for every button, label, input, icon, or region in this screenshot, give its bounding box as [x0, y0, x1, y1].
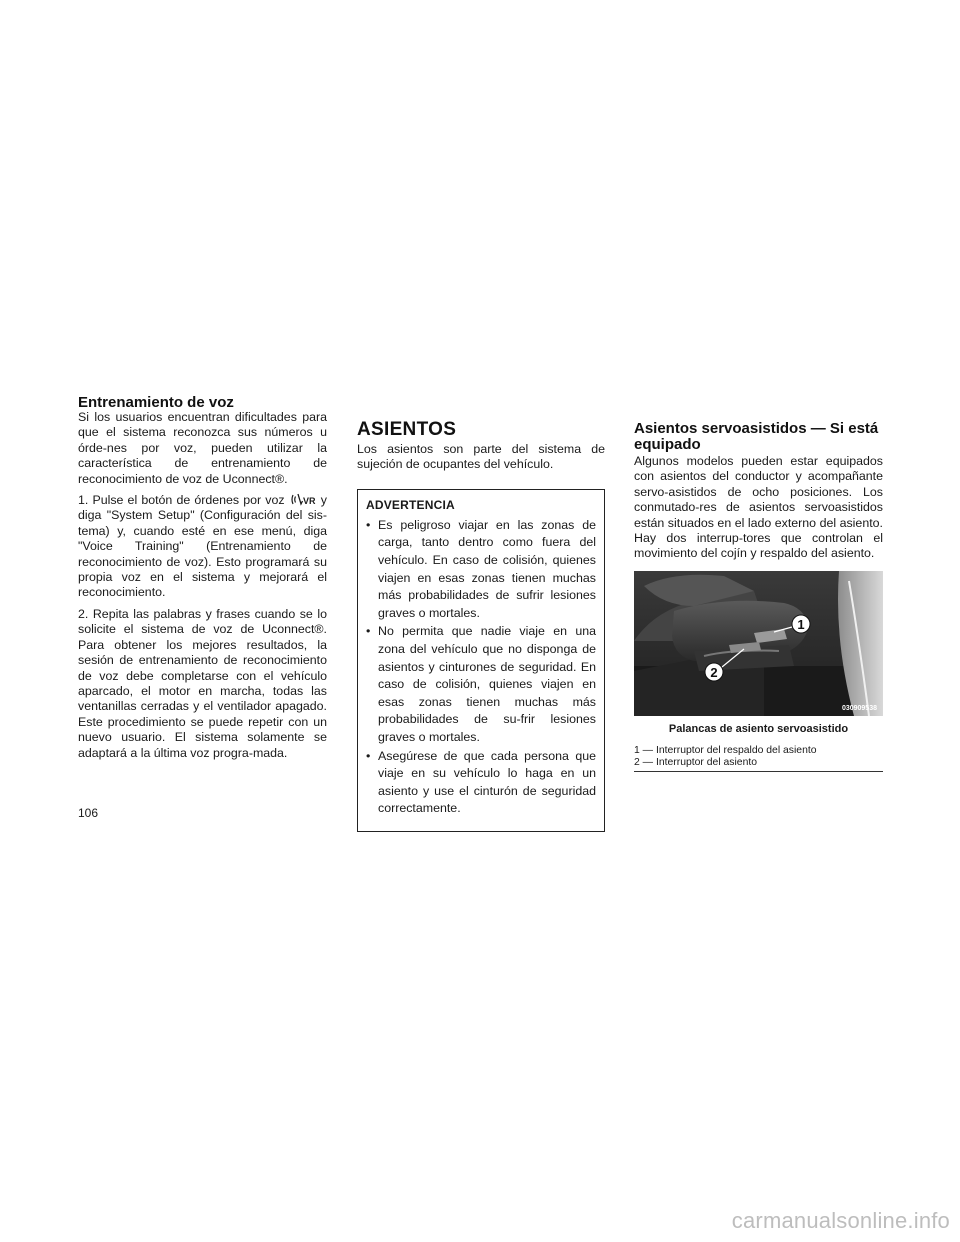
warning-box — [357, 489, 605, 832]
warning-item-text: Es peligroso viajar en las zonas de carga, tanto dentro como fuera del vehículo. En caso de colisión, quienes viajen en esas zonas tienen muchas más probabilidades de sufrir lesiones graves o mortales. — [378, 517, 596, 620]
paragraph-power-seats: Algunos modelos pueden estar equipados con asientos del conductor y acompañante servo-asistidos de ocho posiciones. Los conmutado-res de asientos servoasistidos están situados en el lado externo del asiento. Hay dos interrup-tores que controlan el movimiento del cojín y respaldo del asiento. — [634, 454, 883, 561]
figure-code: 030909538 — [841, 704, 877, 712]
callout-1: 1 — [797, 616, 805, 632]
watermark: carmanualsonline.info — [731, 1208, 950, 1233]
warning-item — [366, 623, 596, 746]
warning-item-text: Asegúrese de que cada persona que viaje en su vehículo lo haga en un asiento y use el cinturón de seguridad correctamente. — [378, 748, 596, 816]
column-seats — [357, 395, 605, 832]
legend-item-1: 1 — Interruptor del respaldo del asiento — [634, 744, 817, 756]
vr-icon-label: VR — [302, 496, 316, 507]
power-seat-illustration — [634, 571, 883, 716]
bullet: • — [366, 517, 371, 532]
step1-text-after-icon: y diga "System Setup" (Configuración del sis-tema) y, cuando esté en ese menú, diga "Voice Training" (Entrenamiento de reconocimiento de voz). Esto programará su propia voz en el sistema y mejorará el reconocimiento. — [78, 493, 327, 600]
bullet: • — [366, 748, 371, 763]
heading-voice-training: Entrenamiento de voz — [78, 394, 234, 411]
heading-power-seats-line2: equipado — [634, 436, 701, 453]
heading-power-seats — [634, 421, 883, 453]
page-number: 106 — [78, 806, 99, 820]
paragraph-voice-training-step2: 2. Repita las palabras y frases cuando se lo solicite el sistema de voz de Uconnect®. Para obtener los mejores resultados, la sesión de entrenamiento de reconocimiento de voz debe completarse con el vehículo aparcado, el motor en marcha, todas las ventanillas cerradas y el ventilador apagado. Este procedimiento se puede repetir con un nuevo usuario. El sistema solamente se adaptará a la última voz progra-mada. — [78, 606, 327, 760]
legend-divider — [634, 771, 883, 772]
heading-seats: ASIENTOS — [357, 419, 457, 440]
figure-legend — [634, 745, 883, 772]
bullet: • — [366, 624, 371, 639]
warning-item-text: No permita que nadie viaje en una zona del vehículo que no disponga de asientos y cinturones de seguridad. En caso de colisión, quienes viajen en esas zonas tienen muchas más probabilidades de su-frir lesiones graves o mortales. — [378, 624, 596, 744]
warning-list — [366, 517, 596, 818]
heading-power-seats-line1: Asientos servoasistidos — Si está — [634, 420, 879, 437]
figure-caption: Palancas de asiento servoasistido — [668, 722, 849, 735]
column-voice-training — [78, 395, 327, 767]
warning-title: ADVERTENCIA — [366, 497, 455, 512]
callout-2: 2 — [710, 664, 718, 680]
paragraph-seats-intro: Los asientos son parte del sistema de sujeción de ocupantes del vehículo. — [357, 442, 605, 472]
legend-item-2: 2 — Interruptor del asiento — [634, 756, 758, 768]
paragraph-voice-training-intro: Si los usuarios encuentran dificultades para que el sistema reconozca sus números u órde-nes por voz, pueden utilizar la característica de entrenamiento de reconocimiento de voz de Uconnect®. — [78, 410, 327, 486]
step1-text-before-icon: 1. Pulse el botón de órdenes por voz — [78, 493, 285, 508]
warning-item — [366, 517, 596, 623]
warning-item — [366, 748, 596, 818]
paragraph-voice-training-step1 — [78, 493, 327, 601]
power-seat-photo — [634, 571, 883, 716]
voice-command-vr-icon — [290, 493, 316, 506]
column-power-seats — [634, 395, 883, 772]
